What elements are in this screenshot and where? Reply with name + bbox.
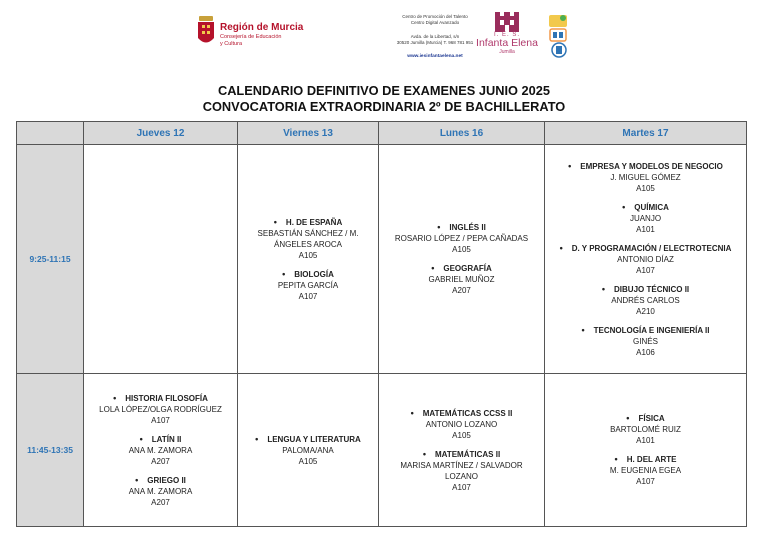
exam-subject: • H. DEL ARTE (549, 454, 742, 465)
page-subtitle: CONVOCATORIA EXTRAORDINARIA 2º DE BACHILLERATO (202, 99, 566, 114)
exam-room: A107 (452, 482, 471, 492)
exam-room: A107 (151, 415, 170, 425)
exam-subject: • LATÍN II (88, 434, 233, 445)
exam-subject: • QUÍMICA (549, 202, 742, 213)
table-row (17, 145, 747, 374)
day-header: Jueves 12 (84, 122, 238, 145)
exam-entry (549, 325, 742, 358)
exam-cell (545, 145, 747, 374)
exam-cell (84, 145, 238, 374)
table-row (17, 374, 747, 527)
center-info: Centro de Promoción del Talento Centro Digital Avanzado Avda. de la Libertad, s/n 30520 Jumilla (Murcia) T. 968 781 951 www.iesinfantaelena.net (392, 14, 478, 64)
exam-room: A105 (452, 430, 471, 440)
exam-entry (549, 284, 742, 317)
exam-cell (379, 374, 545, 527)
exam-cell (238, 145, 379, 374)
ies-infanta-elena-logo (472, 12, 542, 64)
school-website: www.iesinfantaelena.net (407, 54, 463, 59)
program-badges-icon (548, 14, 570, 58)
corner-cell (17, 122, 84, 145)
exam-teacher: ANA M. ZAMORA (128, 445, 193, 455)
exam-entry (383, 408, 540, 441)
exam-subject: • BIOLOGÍA (242, 269, 374, 280)
exam-room: A101 (636, 224, 655, 234)
exam-subject: • FÍSICA (549, 413, 742, 424)
exam-subject: • EMPRESA Y MODELOS DE NEGOCIO (549, 161, 742, 172)
table-header-row (17, 122, 747, 145)
exam-room: A105 (636, 183, 655, 193)
region-murcia-logo (196, 14, 304, 52)
exam-teacher: M. EUGENIA EGEA (609, 466, 682, 475)
exam-cell (238, 374, 379, 527)
exam-entry (549, 202, 742, 235)
school-prefix: I. E. S. (493, 32, 520, 38)
exam-teacher: MARISA MARTÍNEZ / SALVADOR LOZANO (400, 460, 523, 481)
exam-subject: • D. Y PROGRAMACIÓN / ELECTROTECNIA (549, 243, 742, 254)
exam-room: A207 (151, 456, 170, 466)
day-header: Viernes 13 (238, 122, 379, 145)
exam-entry (88, 393, 233, 426)
exam-teacher: SEBASTIÁN SÁNCHEZ / M. ÁNGELES AROCA (257, 228, 359, 249)
exam-room: A106 (636, 347, 655, 357)
exam-subject: • DIBUJO TÉCNICO II (549, 284, 742, 295)
exam-entry (549, 454, 742, 487)
exam-entry (383, 449, 540, 493)
day-header: Lunes 16 (379, 122, 545, 145)
exam-teacher: GINÉS (633, 336, 658, 346)
exam-entry (383, 222, 540, 255)
exam-subject: • INGLÉS II (383, 222, 540, 233)
page-title: CALENDARIO DEFINITIVO DE EXAMENES JUNIO 2025 (217, 83, 551, 98)
exam-teacher: J. MIGUEL GÓMEZ (610, 172, 681, 182)
exam-room: A107 (298, 291, 318, 301)
exam-teacher: JUANJO (629, 213, 662, 223)
exam-room: A207 (151, 497, 170, 507)
exam-teacher: BARTOLOMÉ RUIZ (610, 425, 681, 434)
exam-room: A105 (298, 456, 318, 466)
exam-entry (88, 475, 233, 508)
exam-entry (242, 269, 374, 302)
day-header: Martes 17 (545, 122, 747, 145)
exam-schedule-table (16, 121, 747, 527)
school-name: Infanta Elena (476, 37, 538, 49)
exam-entry (383, 263, 540, 296)
exam-entry (242, 434, 374, 467)
exam-teacher: ROSARIO LÓPEZ / PEPA CAÑADAS (394, 234, 529, 243)
region-department: Consejería de Educación y Cultura (220, 34, 282, 47)
exam-teacher: ANDRÉS CARLOS (611, 295, 680, 305)
murcia-crest-icon (196, 14, 216, 48)
exam-teacher: LOLA LÓPEZ/OLGA RODRÍGUEZ (99, 404, 222, 414)
exam-teacher: ANA M. ZAMORA (128, 486, 193, 496)
exam-subject: • H. DE ESPAÑA (242, 217, 374, 228)
exam-teacher: PALOMA/ANA (282, 445, 334, 455)
exam-subject: • TECNOLOGÍA E INGENIERÍA II (549, 325, 742, 336)
region-name: Región de Murcia (220, 22, 304, 33)
exam-room: A105 (298, 250, 318, 260)
exam-cell (84, 374, 238, 527)
exam-entry (549, 243, 742, 276)
exam-entry (242, 217, 374, 261)
time-slot: 11:45-13:35 (17, 374, 84, 527)
exam-subject: • LENGUA Y LITERATURA (242, 434, 374, 445)
exam-teacher: PEPITA GARCÍA (277, 280, 339, 290)
exam-room: A107 (636, 477, 655, 486)
exam-subject: • HISTORIA FILOSOFÍA (88, 393, 233, 404)
exam-subject: • MATEMÁTICAS CCSS II (383, 408, 540, 419)
exam-teacher: ANTONIO DÍAZ (617, 254, 674, 264)
exam-entry (549, 161, 742, 194)
exam-room: A101 (636, 436, 655, 445)
school-town: Jumilla (499, 49, 515, 55)
exam-room: A210 (636, 306, 655, 316)
exam-teacher: ANTONIO LOZANO (425, 419, 498, 429)
exam-subject: • GRIEGO II (88, 475, 233, 486)
time-slot: 9:25-11:15 (17, 145, 84, 374)
exam-subject: • MATEMÁTICAS II (383, 449, 540, 460)
exam-entry (88, 434, 233, 467)
exam-cell (545, 374, 747, 527)
exam-entry (549, 413, 742, 446)
exam-room: A107 (636, 265, 655, 275)
exam-cell (379, 145, 545, 374)
exam-room: A105 (452, 245, 471, 254)
exam-teacher: GABRIEL MUÑOZ (428, 275, 495, 284)
exam-subject: • GEOGRAFÍA (383, 263, 540, 274)
exam-room: A207 (452, 286, 471, 295)
school-building-icon (492, 12, 522, 32)
